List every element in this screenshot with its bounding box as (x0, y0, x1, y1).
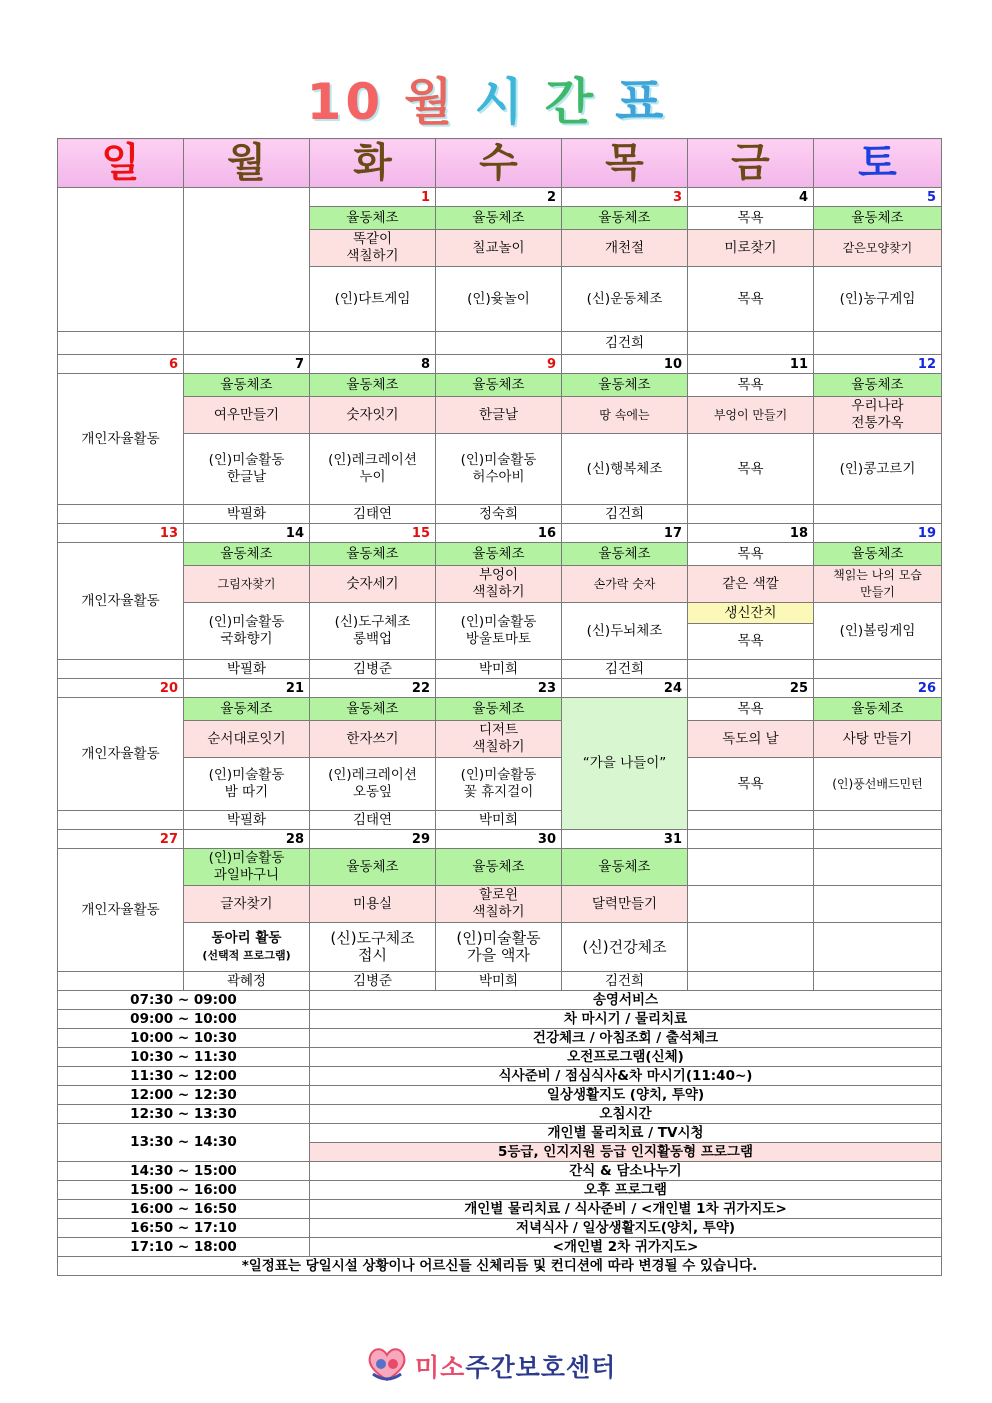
week4-exercise-row (58, 698, 942, 721)
time-activity: 오침시간 (310, 1105, 942, 1124)
afternoon-cell: (인)풍선배드민턴 (814, 758, 942, 811)
staff-cell (58, 332, 184, 355)
activity-cell: 독도의 날 (688, 721, 814, 758)
week3-afternoon-row (58, 603, 942, 624)
week2-exercise-row (58, 374, 942, 397)
club-title: 동아리 활동 (211, 930, 282, 946)
empty-cell (688, 923, 814, 972)
staff-cell (688, 660, 814, 679)
birthday-event-cell: 생신잔치 (688, 603, 814, 624)
time-slot: 10:30 ~ 11:30 (58, 1048, 310, 1067)
afternoon-cell: (인)윷놀이 (436, 267, 562, 332)
empty-cell (814, 849, 942, 886)
timetable-row (58, 1162, 942, 1181)
date-cell: 1 (310, 188, 436, 207)
time-slot: 14:30 ~ 15:00 (58, 1162, 310, 1181)
time-activity: 오후 프로그램 (310, 1181, 942, 1200)
date-cell: 5 (814, 188, 942, 207)
week2-date-row (58, 355, 942, 374)
exercise-cell: 율동체조 (436, 543, 562, 566)
exercise-cell: 율동체조 (814, 698, 942, 721)
week3-activity-row (58, 566, 942, 603)
timetable-row (58, 1200, 942, 1219)
date-cell: 26 (814, 679, 942, 698)
empty-cell (814, 923, 942, 972)
week5-staff-row (58, 972, 942, 991)
exercise-cell: 율동체조 (562, 543, 688, 566)
timetable-row (58, 1105, 942, 1124)
week1-mon-cell (184, 188, 310, 332)
activity-cell: 같은모양찾기 (814, 230, 942, 267)
timetable-row (58, 1238, 942, 1257)
afternoon-cell: (인)미술활동 가을 액자 (436, 923, 562, 972)
date-cell: 22 (310, 679, 436, 698)
exercise-cell: 율동체조 (814, 374, 942, 397)
afternoon-cell: (신)운동체조 (562, 267, 688, 332)
exercise-cell: 율동체조 (814, 543, 942, 566)
timetable-row (58, 991, 942, 1010)
activity-cell: 여우만들기 (184, 397, 310, 434)
exercise-cell: 율동체조 (562, 207, 688, 230)
week4-staff-row (58, 811, 942, 830)
time-activity: 건강체크 / 아침조회 / 출석체크 (310, 1029, 942, 1048)
exercise-cell: 율동체조 (310, 207, 436, 230)
staff-cell: 박필화 (184, 505, 310, 524)
afternoon-cell: (인)미술활동 방울토마토 (436, 603, 562, 660)
day-header-mon: 월 (184, 139, 310, 188)
exercise-cell: 율동체조 (814, 207, 942, 230)
activity-cell: 한자쓰기 (310, 721, 436, 758)
week2-staff-row (58, 505, 942, 524)
week2-afternoon-row (58, 434, 942, 505)
activity-cell: 디저트 색칠하기 (436, 721, 562, 758)
activity-cell: 순서대로잇기 (184, 721, 310, 758)
time-activity: 식사준비 / 점심식사&차 마시기(11:40~) (310, 1067, 942, 1086)
staff-cell (310, 332, 436, 355)
time-slot: 13:30 ~ 14:30 (58, 1124, 310, 1162)
bath-cell: 목욕 (688, 543, 814, 566)
time-slot: 17:10 ~ 18:00 (58, 1238, 310, 1257)
note-row (58, 1257, 942, 1276)
staff-cell: 김건희 (562, 332, 688, 355)
exercise-cell: 율동체조 (436, 207, 562, 230)
empty-cell (688, 972, 814, 991)
activity-cell: 사탕 만들기 (814, 721, 942, 758)
week5-exercise-row (58, 849, 942, 886)
afternoon-cell: (인)미술활동 한글날 (184, 434, 310, 505)
staff-cell (688, 811, 814, 830)
afternoon-cell: (인)레크레이션 오동잎 (310, 758, 436, 811)
exercise-cell: 율동체조 (562, 849, 688, 886)
staff-cell (58, 972, 184, 991)
day-header-tue: 화 (310, 139, 436, 188)
activity-cell: 글자찾기 (184, 886, 310, 923)
date-cell: 7 (184, 355, 310, 374)
week4-date-row (58, 679, 942, 698)
date-cell: 19 (814, 524, 942, 543)
activity-cell: 미로찾기 (688, 230, 814, 267)
week1-sun-cell (58, 188, 184, 332)
activity-cell: 우리나라 전통가옥 (814, 397, 942, 434)
date-cell: 27 (58, 830, 184, 849)
staff-cell: 김태연 (310, 811, 436, 830)
schedule-table (57, 138, 942, 1276)
week5-afternoon-row (58, 923, 942, 972)
time-slot: 09:00 ~ 10:00 (58, 1010, 310, 1029)
date-cell: 6 (58, 355, 184, 374)
week5-date-row (58, 830, 942, 849)
bath-cell: 목욕 (688, 698, 814, 721)
exercise-cell: 율동체조 (310, 543, 436, 566)
time-activity: 저녁식사 / 일상생활지도(양치, 투약) (310, 1219, 942, 1238)
date-cell: 23 (436, 679, 562, 698)
outing-cell: “가을 나들이” (562, 698, 688, 830)
date-cell: 24 (562, 679, 688, 698)
week2-activity-row (58, 397, 942, 434)
week4-activity-row (58, 721, 942, 758)
staff-cell: 박미희 (436, 811, 562, 830)
empty-cell (814, 972, 942, 991)
date-cell: 15 (310, 524, 436, 543)
time-activity: 일상생활지도 (양치, 투약) (310, 1086, 942, 1105)
time-slot: 15:00 ~ 16:00 (58, 1181, 310, 1200)
date-cell: 28 (184, 830, 310, 849)
date-cell: 20 (58, 679, 184, 698)
activity-cell: 똑같이 색칠하기 (310, 230, 436, 267)
time-activity: 차 마시기 / 물리치료 (310, 1010, 942, 1029)
page-title: 10 월시간표 (306, 73, 686, 131)
staff-cell (58, 660, 184, 679)
activity-cell: 할로윈 색칠하기 (436, 886, 562, 923)
timetable-row (58, 1029, 942, 1048)
sunday-activity-cell: 개인자율활동 (58, 698, 184, 811)
staff-cell: 곽혜정 (184, 972, 310, 991)
empty-cell (688, 849, 814, 886)
date-cell: 8 (310, 355, 436, 374)
staff-cell (814, 332, 942, 355)
staff-cell (688, 505, 814, 524)
exercise-cell: 율동체조 (562, 374, 688, 397)
empty-cell (814, 830, 942, 849)
date-cell: 29 (310, 830, 436, 849)
staff-cell (688, 332, 814, 355)
activity-cell: 미용실 (310, 886, 436, 923)
sunday-activity-cell: 개인자율활동 (58, 374, 184, 505)
activity-cell: 달력만들기 (562, 886, 688, 923)
afternoon-cell: 목욕 (688, 267, 814, 332)
club-subtitle: (선택적 프로그램) (202, 949, 291, 962)
time-activity: 송영서비스 (310, 991, 942, 1010)
activity-cell: 책읽는 나의 모습 만들기 (814, 566, 942, 603)
bath-cell: 목욕 (688, 624, 814, 660)
date-cell: 9 (436, 355, 562, 374)
date-cell: 25 (688, 679, 814, 698)
week5-activity-row (58, 886, 942, 923)
staff-cell: 박미희 (436, 972, 562, 991)
bath-cell: 목욕 (688, 374, 814, 397)
week3-exercise-row (58, 543, 942, 566)
afternoon-cell: (인)다트게임 (310, 267, 436, 332)
date-cell: 21 (184, 679, 310, 698)
timetable-row (58, 1124, 942, 1143)
time-activity: 개인별 물리치료 / TV시청 (310, 1124, 942, 1143)
week1-date-row (58, 188, 942, 207)
staff-cell: 김건희 (562, 972, 688, 991)
bath-cell: 목욕 (688, 207, 814, 230)
date-cell: 4 (688, 188, 814, 207)
staff-cell: 박필화 (184, 660, 310, 679)
day-header-wed: 수 (436, 139, 562, 188)
week3-staff-row (58, 660, 942, 679)
afternoon-cell: (인)미술활동 국화향기 (184, 603, 310, 660)
timetable-row (58, 1219, 942, 1238)
afternoon-cell: (인)미술활동 허수아비 (436, 434, 562, 505)
date-cell: 14 (184, 524, 310, 543)
staff-cell: 박미희 (436, 660, 562, 679)
date-cell: 3 (562, 188, 688, 207)
activity-cell: 부엉이 만들기 (688, 397, 814, 434)
time-slot: 12:00 ~ 12:30 (58, 1086, 310, 1105)
sunday-activity-cell: 개인자율활동 (58, 849, 184, 972)
staff-cell: 김건희 (562, 660, 688, 679)
staff-cell (814, 505, 942, 524)
exercise-cell: 율동체조 (310, 849, 436, 886)
exercise-cell: 율동체조 (310, 374, 436, 397)
afternoon-cell: (인)미술활동 꽃 휴지걸이 (436, 758, 562, 811)
staff-cell: 김건희 (562, 505, 688, 524)
activity-cell: 부엉이 색칠하기 (436, 566, 562, 603)
timetable-row (58, 1181, 942, 1200)
empty-cell (814, 886, 942, 923)
time-slot: 11:30 ~ 12:00 (58, 1067, 310, 1086)
afternoon-cell: (인)레크레이션 누이 (310, 434, 436, 505)
time-slot: 07:30 ~ 09:00 (58, 991, 310, 1010)
staff-cell (814, 811, 942, 830)
timetable-row (58, 1086, 942, 1105)
time-activity: 개인별 물리치료 / 식사준비 / <개인별 1차 귀가지도> (310, 1200, 942, 1219)
date-cell: 11 (688, 355, 814, 374)
time-activity: 오전프로그램(신체) (310, 1048, 942, 1067)
heart-logo-icon (365, 1344, 409, 1384)
day-header-thu: 목 (562, 139, 688, 188)
time-slot: 16:50 ~ 17:10 (58, 1219, 310, 1238)
date-cell: 10 (562, 355, 688, 374)
afternoon-cell: (인)미술활동 밤 따기 (184, 758, 310, 811)
staff-cell: 정숙희 (436, 505, 562, 524)
day-header-row (58, 139, 942, 188)
date-cell: 30 (436, 830, 562, 849)
staff-cell: 김병준 (310, 972, 436, 991)
day-header-fri: 금 (688, 139, 814, 188)
timetable-row (58, 1048, 942, 1067)
exercise-cell: 율동체조 (436, 849, 562, 886)
week3-date-row (58, 524, 942, 543)
afternoon-cell: 목욕 (688, 434, 814, 505)
staff-cell (436, 332, 562, 355)
afternoon-cell: (인)농구게임 (814, 267, 942, 332)
exercise-cell: (인)미술활동 과일바구니 (184, 849, 310, 886)
exercise-cell: 율동체조 (436, 374, 562, 397)
afternoon-cell: 목욕 (688, 758, 814, 811)
time-slot: 10:00 ~ 10:30 (58, 1029, 310, 1048)
afternoon-cell: (신)도구체조 롱백업 (310, 603, 436, 660)
exercise-cell: 율동체조 (184, 698, 310, 721)
empty-cell (688, 886, 814, 923)
activity-cell: 숫자잇기 (310, 397, 436, 434)
org-footer (365, 1344, 645, 1384)
staff-cell: 박필화 (184, 811, 310, 830)
afternoon-cell: (신)도구체조 접시 (310, 923, 436, 972)
afternoon-cell: (신)행복체조 (562, 434, 688, 505)
afternoon-cell: (신)두뇌체조 (562, 603, 688, 660)
activity-cell: 그림자찾기 (184, 566, 310, 603)
exercise-cell: 율동체조 (184, 543, 310, 566)
timetable-row (58, 1067, 942, 1086)
date-cell: 13 (58, 524, 184, 543)
staff-cell (814, 660, 942, 679)
activity-cell: 숫자세기 (310, 566, 436, 603)
staff-cell (58, 505, 184, 524)
staff-cell: 김병준 (310, 660, 436, 679)
club-activity-cell (184, 923, 310, 972)
time-activity: 5등급, 인지지원 등급 인지활동형 프로그램 (310, 1143, 942, 1162)
week1-staff-row (58, 332, 942, 355)
activity-cell: 한글날 (436, 397, 562, 434)
staff-cell (58, 811, 184, 830)
empty-cell (688, 830, 814, 849)
time-activity: <개인별 2차 귀가지도> (310, 1238, 942, 1257)
staff-cell (184, 332, 310, 355)
staff-cell: 김태연 (310, 505, 436, 524)
time-slot: 12:30 ~ 13:30 (58, 1105, 310, 1124)
week4-afternoon-row (58, 758, 942, 811)
afternoon-cell: (인)콩고르기 (814, 434, 942, 505)
day-header-sun: 일 (58, 139, 184, 188)
date-cell: 17 (562, 524, 688, 543)
schedule-note: *일정표는 당일시설 상황이나 어르신들 신체리듬 및 컨디션에 따라 변경될 수 있습니다. (58, 1257, 942, 1276)
activity-cell: 개천절 (562, 230, 688, 267)
exercise-cell: 율동체조 (436, 698, 562, 721)
date-cell: 12 (814, 355, 942, 374)
timetable-row (58, 1010, 942, 1029)
afternoon-cell: (인)볼링게임 (814, 603, 942, 660)
activity-cell: 손가락 숫자 (562, 566, 688, 603)
date-cell: 18 (688, 524, 814, 543)
activity-cell: 같은 색깔 (688, 566, 814, 603)
sunday-activity-cell: 개인자율활동 (58, 543, 184, 660)
date-cell: 2 (436, 188, 562, 207)
org-name: 미소주간보호센터 (415, 1353, 617, 1382)
date-cell: 16 (436, 524, 562, 543)
activity-cell: 칠교놀이 (436, 230, 562, 267)
time-slot: 16:00 ~ 16:50 (58, 1200, 310, 1219)
exercise-cell: 율동체조 (184, 374, 310, 397)
time-activity: 간식 & 담소나누기 (310, 1162, 942, 1181)
day-header-sat: 토 (814, 139, 942, 188)
activity-cell: 땅 속에는 (562, 397, 688, 434)
date-cell: 31 (562, 830, 688, 849)
exercise-cell: 율동체조 (310, 698, 436, 721)
afternoon-cell: (신)건강체조 (562, 923, 688, 972)
